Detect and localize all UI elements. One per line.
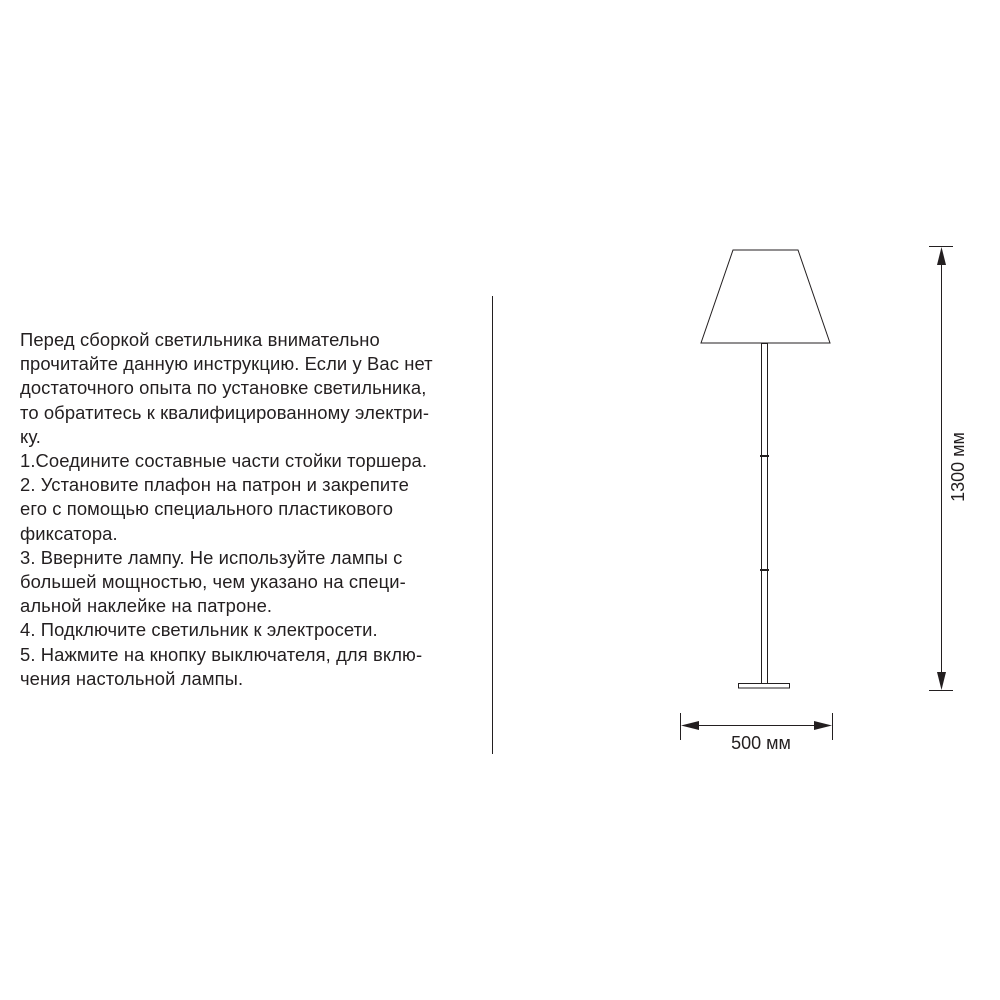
width-arrow-right bbox=[814, 721, 832, 730]
instruction-line: его с помощью специального пластикового bbox=[20, 498, 394, 520]
instruction-line: 4. Подключите светильник к электросети. bbox=[20, 619, 378, 641]
instruction-line: достаточного опыта по установке светильника, bbox=[20, 377, 427, 399]
height-label: 1300 мм bbox=[948, 432, 968, 502]
width-arrow-left bbox=[681, 721, 699, 730]
instruction-line: альной наклейке на патроне. bbox=[20, 595, 273, 617]
lampshade bbox=[701, 250, 830, 343]
height-arrow-top bbox=[937, 247, 946, 265]
lamp-pole bbox=[762, 344, 768, 684]
instruction-line: фиксатора. bbox=[20, 522, 118, 544]
instruction-line: чения настольной лампы. bbox=[20, 667, 244, 689]
width-label: 500 мм bbox=[731, 733, 791, 753]
instruction-line: 5. Нажмите на кнопку выключателя, для вклю- bbox=[20, 643, 423, 665]
instruction-line: 2. Установите плафон на патрон и закрепите bbox=[20, 474, 409, 496]
instruction-line: большей мощностью, чем указано на специ- bbox=[20, 571, 406, 593]
instruction-line: 3. Вверните лампу. Не используйте лампы с bbox=[20, 546, 403, 568]
instruction-line: 1.Соедините составные части стойки торшера. bbox=[20, 450, 428, 472]
instruction-line: прочитайте данную инструкцию. Если у Вас нет bbox=[20, 353, 433, 375]
instruction-line: ку. bbox=[20, 425, 42, 447]
instruction-line: Перед сборкой светильника внимательно bbox=[20, 329, 380, 350]
instruction-line: то обратитесь к квалифицированному электри- bbox=[20, 401, 430, 423]
lamp-base bbox=[739, 684, 790, 689]
height-arrow-bottom bbox=[937, 672, 946, 690]
